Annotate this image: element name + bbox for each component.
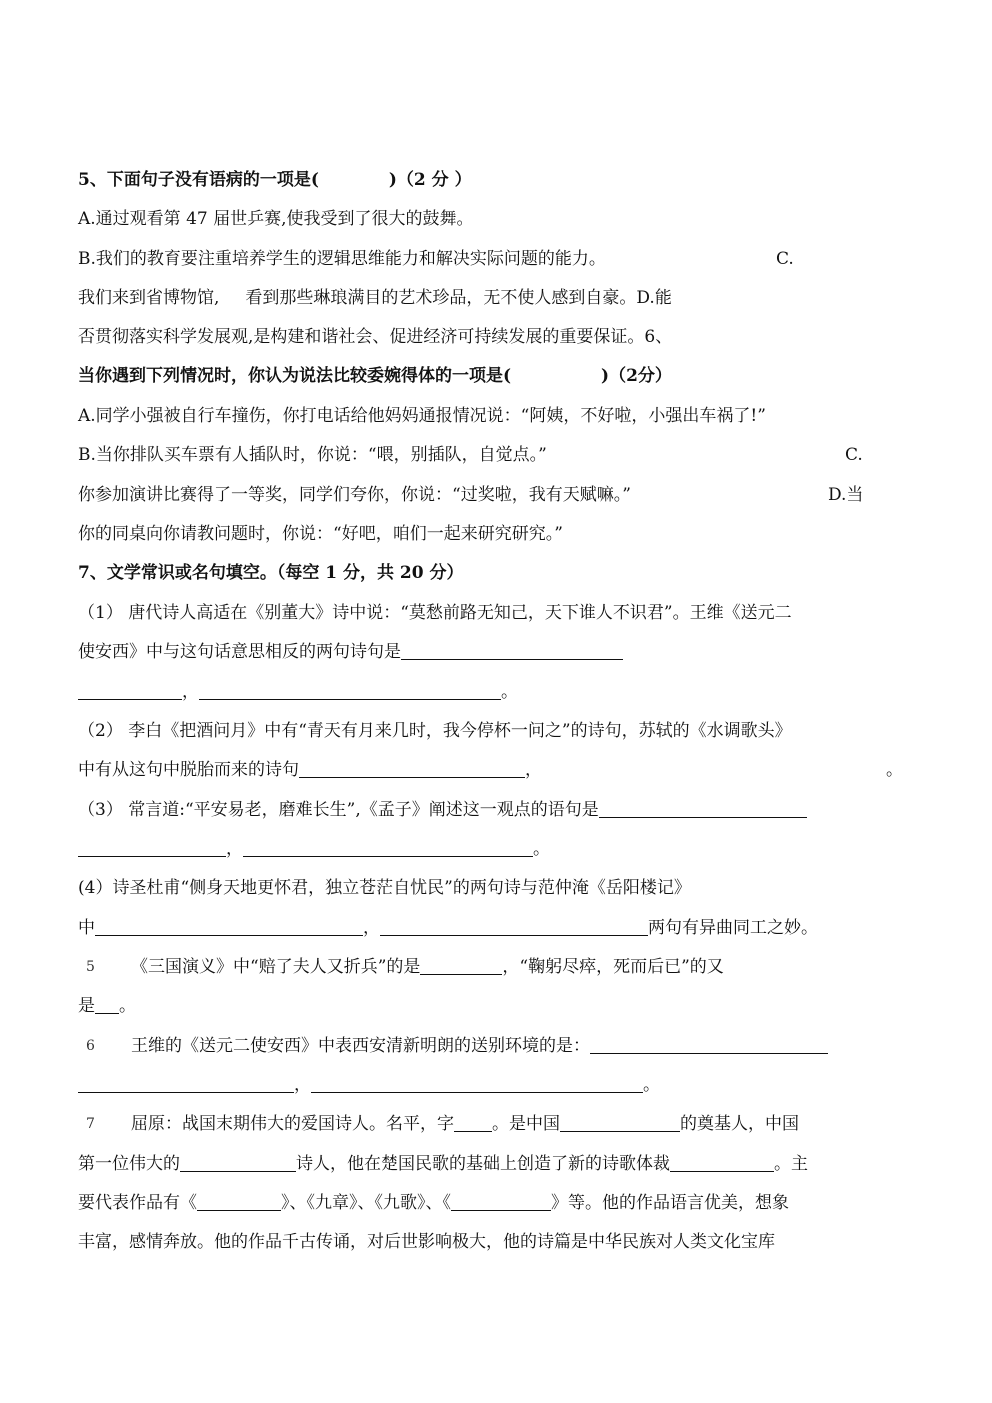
q7-item7-blank-courtesy-name[interactable] <box>454 1113 492 1132</box>
q6-title <box>78 364 672 388</box>
q7-item1-line3 <box>78 680 518 704</box>
q7-item3-blank1[interactable] <box>599 799 807 818</box>
q6-option-d: 你的同桌向你请教问题时，你说：“好吧，咱们一起来研究研究。” <box>78 524 563 544</box>
q7-item2-line1: （2） 李白《把酒问月》中有“青天有月来几时，我今停杯一问之”的诗句，苏轼的《水调歌头》 <box>78 721 792 741</box>
q7-item2-period: 。 <box>886 760 903 780</box>
q7-item5-text3: 是 <box>78 996 95 1016</box>
comma: ， <box>525 760 542 780</box>
q7-item4-blank2[interactable] <box>380 917 648 936</box>
q5-option-a: A.通过观看第 47 届世乒赛,使我受到了很大的鼓舞。 <box>78 209 474 229</box>
q7-item5-line1 <box>131 955 724 979</box>
q7-item7-line3 <box>78 1191 789 1215</box>
q7-item1-text: 使安西》中与这句话意思相反的两句诗句是 <box>78 642 401 662</box>
q6-option-c-label: C. <box>845 445 863 465</box>
q7-item3-text: （3） 常言道:“平安易老，磨难长生”,《孟子》阐述这一观点的语句是 <box>78 800 599 820</box>
comma: ， <box>226 839 243 859</box>
q7-item7-blank-style[interactable] <box>670 1153 774 1172</box>
q7-item7-text5: 诗人，他在楚国民歌的基础上创造了新的诗歌体裁 <box>296 1154 670 1174</box>
q7-item4-suffix: 两句有异曲同工之妙。 <box>648 918 818 938</box>
period: 。 <box>533 839 550 859</box>
q7-item7-text9: 》等。他的作品语言优美，想象 <box>551 1193 789 1213</box>
q7-item5-text: 《三国演义》中“赔了夫人又折兵”的是 <box>131 957 421 977</box>
q7-item3-line2 <box>78 837 550 861</box>
q7-item7-line1 <box>131 1112 799 1136</box>
q7-item5-text2: ，“鞠躬尽瘁，死而后已”的又 <box>502 957 724 977</box>
q6-option-a: A.同学小强被自行车撞伤，你打电话给他妈妈通报情况说：“阿姨，不好啦，小强出车祸了!” <box>78 406 766 426</box>
q5-option-c <box>78 286 672 310</box>
q7-item7-blank-founder[interactable] <box>560 1113 680 1132</box>
q5-option-c-part2: 看到那些琳琅满目的艺术珍品，无不使人感到自豪。D.能 <box>245 288 672 308</box>
q7-item7-line2 <box>78 1152 808 1176</box>
q5-title <box>78 168 472 192</box>
q5-option-c-part1: 我们来到省博物馆, <box>78 288 220 308</box>
q7-item6-blank2[interactable] <box>78 1074 294 1093</box>
q7-item7-text7: 要代表作品有《 <box>78 1193 197 1213</box>
q5-title-text: 5、下面句子没有语病的一项是( <box>78 170 319 190</box>
period: 。 <box>119 996 136 1016</box>
q7-item4-blank1[interactable] <box>95 917 363 936</box>
q7-item6-line1 <box>131 1034 828 1058</box>
comma: ， <box>363 918 380 938</box>
q7-item7-text3: 的奠基人，中国 <box>680 1114 799 1134</box>
q7-item7-text6: 。主 <box>774 1154 808 1174</box>
q7-item5-blank1[interactable] <box>420 956 502 975</box>
q7-item1-line1: （1） 唐代诗人高适在《别董大》诗中说：“莫愁前路无知己，天下谁人不识君”。王维《送元二 <box>78 603 792 623</box>
q7-item7-text: 屈原：战国末期伟大的爱国诗人。名平，字 <box>131 1114 454 1134</box>
q6-option-b: B.当你排队买车票有人插队时，你说：“喂，别插队，自觉点。” <box>78 445 547 465</box>
q7-item5-number: 5 <box>86 959 95 975</box>
q7-item6-blank3[interactable] <box>311 1074 643 1093</box>
q7-item6-text: 王维的《送元二使安西》中表西安清新明朗的送别环境的是： <box>131 1036 590 1056</box>
q5-option-b: B.我们的教育要注重培养学生的逻辑思维能力和解决实际问题的能力。 <box>78 249 606 269</box>
comma: ， <box>294 1075 311 1095</box>
q7-item4-line2 <box>78 916 818 940</box>
q7-item7-text4: 第一位伟大的 <box>78 1154 180 1174</box>
q7-item2-text: 中有从这句中脱胎而来的诗句 <box>78 760 299 780</box>
q7-item7-text8: 》、《九章》、《九歌》、《 <box>281 1193 451 1213</box>
q7-item7-blank-work1[interactable] <box>197 1192 281 1211</box>
q7-item7-line4: 丰富，感情奔放。他的作品千古传诵，对后世影响极大，他的诗篇是中华民族对人类文化宝库 <box>78 1232 775 1252</box>
q7-title: 7、文学常识或名句填空。（每空 1 分，共 20 分） <box>78 563 464 583</box>
q7-item7-blank-work2[interactable] <box>451 1192 551 1211</box>
q7-item4-line1: (4）诗圣杜甫“侧身天地更怀君，独立苍茫自忧民”的两句诗与范仲淹《岳阳楼记》 <box>78 878 691 898</box>
q7-item1-blank3[interactable] <box>199 681 501 700</box>
q6-option-c: 你参加演讲比赛得了一等奖，同学们夸你，你说：“过奖啦，我有天赋嘛。” <box>78 485 631 505</box>
q5-option-d: 否贯彻落实科学发展观,是构建和谐社会、促进经济可持续发展的重要保证。6、 <box>78 327 673 347</box>
q7-item1-blank2[interactable] <box>78 681 182 700</box>
comma: ， <box>182 682 199 702</box>
q6-option-d-label: D.当 <box>828 485 864 505</box>
q7-item3-blank2[interactable] <box>78 838 226 857</box>
q7-item7-text2: 。是中国 <box>492 1114 560 1134</box>
q7-item3-line1 <box>78 798 807 822</box>
period: 。 <box>643 1075 660 1095</box>
q7-item3-blank3[interactable] <box>243 838 533 857</box>
q6-title-text: 当你遇到下列情况时，你认为说法比较委婉得体的一项是( <box>78 366 512 386</box>
q7-item2-blank1[interactable] <box>299 759 525 778</box>
q7-item1-line2 <box>78 640 623 664</box>
q7-item1-blank1[interactable] <box>401 641 623 660</box>
q5-option-c-label: C. <box>776 249 794 269</box>
q7-item2-line2 <box>78 758 542 782</box>
q5-score: )（2 分 ） <box>388 170 472 190</box>
q7-item7-blank-poet-type[interactable] <box>180 1153 296 1172</box>
q7-item5-line2 <box>78 994 136 1018</box>
q7-item6-line2 <box>78 1073 660 1097</box>
q7-item7-number: 7 <box>86 1116 95 1132</box>
q7-item6-blank1[interactable] <box>590 1035 828 1054</box>
period: 。 <box>501 682 518 702</box>
q6-score: )（2分） <box>601 366 672 386</box>
q7-item4-text: 中 <box>78 918 95 938</box>
q7-item6-number: 6 <box>86 1038 95 1054</box>
q7-item5-blank2[interactable] <box>95 995 119 1014</box>
